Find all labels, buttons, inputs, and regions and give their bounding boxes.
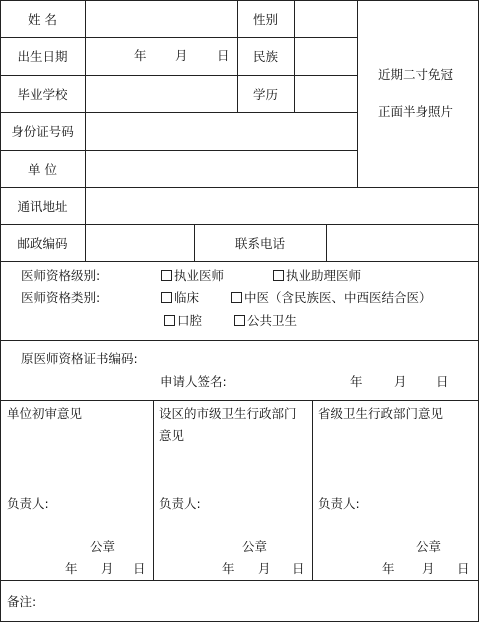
checkbox-icon (164, 315, 175, 326)
birth-month-label: 月 (175, 48, 188, 63)
opinion-title: 省级卫生行政部门意见 (318, 406, 444, 421)
table-rule (0, 580, 479, 581)
postcode-field[interactable] (85, 224, 194, 261)
table-rule (0, 261, 479, 262)
table-rule (357, 0, 358, 187)
unit-field[interactable] (85, 150, 357, 187)
name-label: 姓 名 (28, 11, 57, 27)
unit-label: 单 位 (28, 161, 57, 177)
opinion-title: 单位初审意见 (7, 406, 83, 421)
checkbox-icon (161, 292, 172, 303)
birth-year-label: 年 (134, 48, 147, 63)
opinion-person-label: 负责人: (318, 496, 360, 511)
table-rule (0, 340, 479, 341)
school-field[interactable] (85, 75, 237, 112)
gender-field[interactable] (294, 0, 357, 37)
checkbox-icon (161, 270, 172, 281)
checkbox-icon (234, 315, 245, 326)
remarks-label: 备注: (7, 594, 37, 609)
level-label: 医师资格级别: (21, 268, 101, 283)
opinion-year: 年 (222, 561, 235, 576)
opinion-year: 年 (382, 561, 395, 576)
checkbox-icon (231, 292, 242, 303)
checkbox-icon (273, 270, 284, 281)
signature-year: 年 (350, 374, 363, 389)
name-field[interactable] (85, 0, 237, 37)
photo-instruction-line1: 近期二寸免冠 (378, 67, 454, 82)
school-label: 毕业学校 (17, 86, 68, 102)
table-rule (0, 400, 479, 401)
table-rule (153, 400, 154, 580)
option-licensed-physician[interactable]: 执业医师 (161, 268, 224, 284)
opinion-day: 日 (133, 561, 146, 576)
opinion-seal-label: 公章 (242, 539, 268, 554)
certificate-number-label: 原医师资格证书编码: (21, 351, 138, 366)
option-public-health[interactable]: 公共卫生 (234, 313, 297, 329)
opinion-seal-label: 公章 (90, 539, 116, 554)
opinion-day: 日 (457, 561, 470, 576)
option-tcm[interactable]: 中医（含民族医、中西医结合医） (231, 290, 432, 306)
id-number-field[interactable] (85, 112, 357, 150)
phone-field[interactable] (326, 224, 478, 261)
option-clinical[interactable]: 临床 (161, 290, 199, 306)
opinion-person-label: 负责人: (7, 496, 49, 511)
table-rule (312, 400, 313, 580)
photo-instruction-line2: 正面半身照片 (378, 104, 454, 119)
ethnicity-field[interactable] (294, 37, 357, 75)
education-label: 学历 (252, 86, 278, 102)
option-assistant-physician[interactable]: 执业助理医师 (273, 268, 361, 284)
signature-day: 日 (436, 374, 449, 389)
opinion-seal-label: 公章 (416, 539, 442, 554)
ethnicity-label: 民族 (252, 49, 278, 64)
gender-label: 性别 (252, 11, 278, 27)
opinion-month: 月 (258, 561, 271, 576)
opinion-year: 年 (65, 561, 78, 576)
opinion-title-line2: 意见 (159, 428, 185, 443)
id-number-label: 身份证号码 (11, 124, 74, 139)
signature-label: 申请人签名: (160, 374, 227, 389)
opinion-month: 月 (422, 561, 435, 576)
option-dental[interactable]: 口腔 (164, 313, 202, 329)
address-field[interactable] (85, 187, 478, 224)
opinion-month: 月 (101, 561, 114, 576)
signature-month: 月 (394, 374, 407, 389)
opinion-title: 设区的市级卫生行政部门 (159, 406, 297, 421)
postcode-label: 邮政编码 (17, 235, 68, 251)
birth-date-label: 出生日期 (17, 49, 68, 64)
phone-label: 联系电话 (234, 235, 285, 251)
birth-day-label: 日 (217, 48, 230, 63)
address-label: 通讯地址 (17, 198, 68, 214)
opinion-person-label: 负责人: (159, 496, 201, 511)
category-label: 医师资格类别: (21, 290, 101, 305)
opinion-day: 日 (292, 561, 305, 576)
education-field[interactable] (294, 75, 357, 112)
